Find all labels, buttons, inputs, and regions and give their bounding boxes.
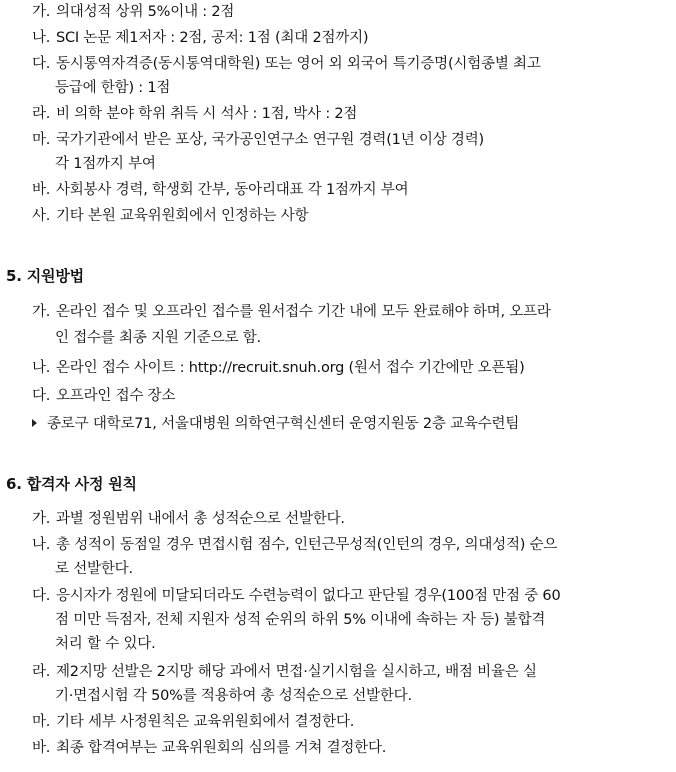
item-text: 비 의학 분야 학위 취득 시 석사 : 1점, 박사 : 2점 — [56, 106, 358, 122]
application-item-na — [32, 356, 660, 380]
item-marker: 다. — [32, 388, 51, 404]
criteria-item-ma — [32, 128, 660, 152]
item-marker: 라. — [32, 664, 51, 680]
item-marker: 다. — [32, 56, 51, 72]
item-marker: 가. — [32, 511, 51, 527]
section-heading-application-method: 5. 지원방법 — [6, 267, 84, 285]
item-text: 오프라인 접수 장소 — [56, 388, 176, 404]
selection-item-ra — [32, 660, 660, 684]
item-marker: 바. — [32, 740, 51, 756]
item-marker: 다. — [32, 588, 51, 604]
item-text: 기타 세부 사정원칙은 교육위원회에서 결정한다. — [56, 714, 355, 730]
criteria-item-ba — [32, 178, 660, 202]
section-heading-selection-principles: 6. 합격자 사정 원칙 — [6, 475, 137, 493]
item-marker: 바. — [32, 182, 51, 198]
item-marker: 나. — [32, 30, 51, 46]
criteria-item-na — [32, 26, 660, 50]
selection-item-da — [32, 584, 660, 608]
offline-location-bullet — [32, 412, 519, 436]
item-text: 국가기관에서 받은 포상, 국가공인연구소 연구원 경력(1년 이상 경력) — [56, 132, 484, 148]
item-marker: 가. — [32, 304, 51, 320]
criteria-item-ga — [32, 0, 660, 24]
application-item-da — [32, 384, 660, 408]
criteria-item-ma-continued: 각 1점까지 부여 — [55, 156, 156, 172]
item-text: 기타 본원 교육위원회에서 인정하는 사항 — [56, 208, 309, 224]
item-text: 최종 합격여부는 교육위원회의 심의를 거쳐 결정한다. — [56, 740, 387, 756]
item-marker: 사. — [32, 208, 51, 224]
selection-item-na-continued: 로 선발한다. — [55, 561, 133, 577]
selection-item-ra-continued: 기·면접시험 각 50%를 적용하여 총 성적순으로 선발한다. — [55, 688, 412, 704]
selection-item-na — [32, 533, 660, 557]
selection-item-da-continued: 점 미만 득점자, 전체 지원자 성적 순위의 하위 5% 이내에 속하는 자 등) 불합격 — [55, 612, 546, 628]
item-text: 응시자가 정원에 미달되더라도 수련능력이 없다고 판단될 경우(100점 만점 중 60 — [56, 588, 561, 604]
item-text: 제2지망 선발은 2지망 해당 과에서 면접·실기시험을 실시하고, 배점 비율은 실 — [56, 664, 537, 680]
criteria-item-ra — [32, 102, 660, 126]
criteria-item-da — [32, 52, 660, 76]
selection-item-ma — [32, 710, 660, 734]
item-marker: 마. — [32, 132, 51, 148]
item-marker: 마. — [32, 714, 51, 730]
item-text: 동시통역자격증(동시통역대학원) 또는 영어 외 외국어 특기증명(시험종별 최고 — [56, 56, 541, 72]
criteria-item-sa — [32, 204, 660, 228]
application-item-ga-continued: 인 접수를 최종 지원 기준으로 함. — [55, 330, 261, 346]
item-text: SCI 논문 제1저자 : 2점, 공저: 1점 (최대 2점까지) — [56, 30, 369, 46]
offline-location-text: 종로구 대학로71, 서울대병원 의학연구혁신센터 운영지원동 2층 교육수련팀 — [47, 416, 520, 432]
item-marker: 가. — [32, 4, 51, 20]
item-marker: 나. — [32, 537, 51, 553]
selection-item-da-continued-2: 처리 할 수 있다. — [55, 636, 156, 652]
item-marker: 나. — [32, 360, 51, 376]
item-marker: 라. — [32, 106, 51, 122]
selection-item-ga — [32, 507, 660, 531]
item-text: 총 성적이 동점일 경우 면접시험 점수, 인턴근무성적(인턴의 경우, 의대성적) 순으 — [56, 537, 558, 553]
item-text: 온라인 접수 및 오프라인 접수를 원서접수 기간 내에 모두 완료해야 하며, 오프라 — [56, 304, 551, 320]
item-text: 사회봉사 경력, 학생회 간부, 동아리대표 각 1점까지 부여 — [56, 182, 409, 198]
application-item-ga — [32, 300, 660, 324]
item-text: 과별 정원범위 내에서 총 성적순으로 선발한다. — [56, 511, 345, 527]
item-text: 의대성적 상위 5%이내 : 2점 — [56, 4, 235, 20]
selection-item-ba — [32, 736, 660, 760]
triangle-bullet-icon — [32, 419, 37, 427]
criteria-item-da-continued: 등급에 한함) : 1점 — [55, 80, 171, 96]
item-text: 온라인 접수 사이트 : http://recruit.snuh.org (원서 접수 기간에만 오픈됨) — [56, 360, 525, 376]
